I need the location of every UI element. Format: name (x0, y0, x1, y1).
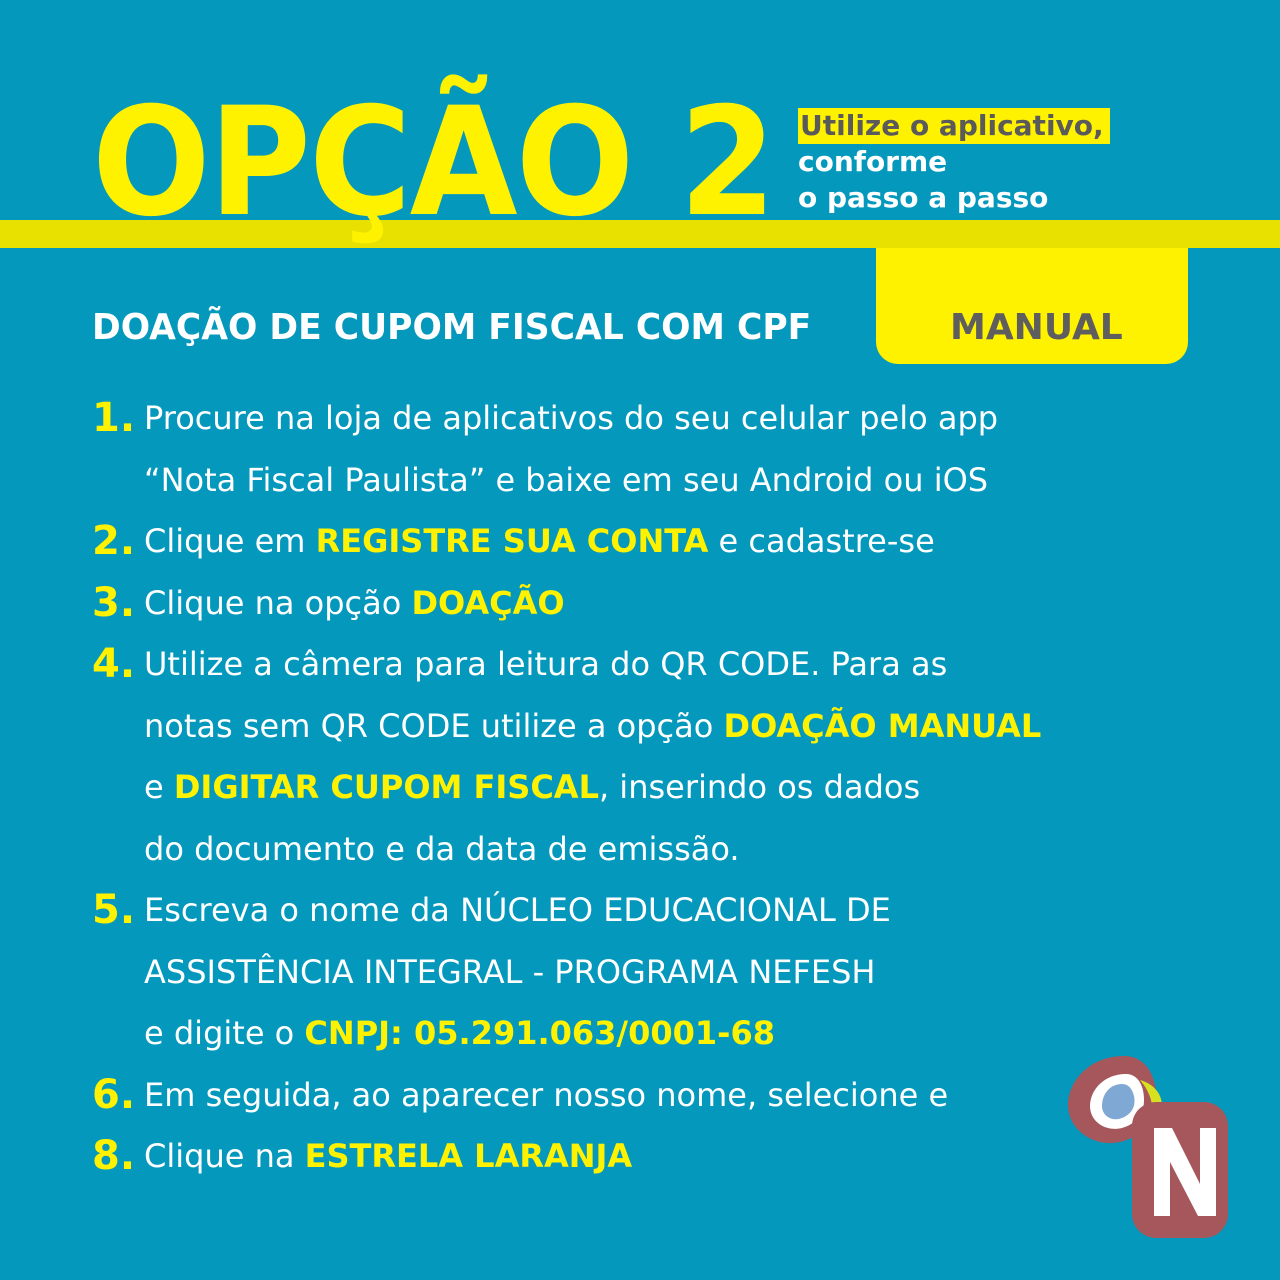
section-heading: DOAÇÃO DE CUPOM FISCAL COM CPF (92, 307, 812, 348)
step-highlight: CNPJ: 05.291.063/0001-68 (304, 1014, 775, 1052)
step-line (92, 450, 1041, 512)
step-text: e digite o (144, 1014, 305, 1052)
step-line (92, 1003, 1041, 1065)
step-line (92, 819, 1041, 881)
step-highlight: DOAÇÃO MANUAL (723, 706, 1042, 745)
step-number: 2. (92, 518, 136, 564)
step-highlight: DOAÇÃO (411, 583, 565, 622)
step-text: Escreva o nome da NÚCLEO EDUCACIONAL DE (144, 891, 891, 929)
step-text: Utilize a câmera para leitura do QR CODE. Para as (144, 645, 948, 683)
step-number: 3. (92, 579, 136, 626)
step-text: e (144, 768, 174, 806)
step-number: 8. (92, 1133, 136, 1179)
step-text: Procure na loja de aplicativos do seu celular pelo app (144, 399, 999, 437)
step-text: Em seguida, ao aparecer nosso nome, selecione e (144, 1075, 949, 1114)
step-number: 4. (92, 641, 136, 687)
step-number: 5. (92, 887, 136, 933)
manual-tag (876, 248, 1188, 364)
step-text: “Nota Fiscal Paulista” e baixe em seu Android ou iOS (144, 460, 989, 499)
step-line (92, 634, 1041, 696)
subtitle-highlight: Utilize o aplicativo, (798, 108, 1110, 144)
step-number: 1. (92, 395, 136, 441)
subtitle-line-2: conforme (798, 145, 948, 178)
step-line (92, 1126, 1041, 1188)
step-highlight: REGISTRE SUA CONTA (315, 522, 709, 560)
step-text: Clique na opção (144, 583, 412, 622)
step-line (92, 388, 1041, 450)
step-text: , inserindo os dados (598, 768, 921, 806)
step-line (92, 880, 1041, 942)
step-text: Clique na (144, 1137, 305, 1175)
subtitle (798, 108, 1110, 216)
step-line (92, 1065, 1041, 1127)
step-number: 6. (92, 1071, 136, 1118)
step-highlight: DIGITAR CUPOM FISCAL (173, 768, 599, 806)
step-line (92, 573, 1041, 635)
step-line (92, 757, 1041, 819)
step-text: notas sem QR CODE utilize a opção (144, 706, 724, 745)
step-text: e cadastre-se (708, 522, 935, 560)
manual-tag-label: MANUAL (950, 307, 1123, 348)
step-line (92, 511, 1041, 573)
step-line (92, 696, 1041, 758)
step-line (92, 942, 1041, 1004)
page-title: OPÇÃO 2 (92, 76, 775, 250)
step-highlight: ESTRELA LARANJA (304, 1137, 633, 1175)
subtitle-line-3: o passo a passo (798, 181, 1049, 214)
step-text: do documento e da data de emissão. (144, 829, 740, 868)
step-text: Clique em (144, 522, 316, 560)
nefesh-logo-icon (1062, 1044, 1232, 1240)
step-text: ASSISTÊNCIA INTEGRAL - PROGRAMA NEFESH (144, 952, 876, 991)
steps-list (92, 388, 1041, 1188)
